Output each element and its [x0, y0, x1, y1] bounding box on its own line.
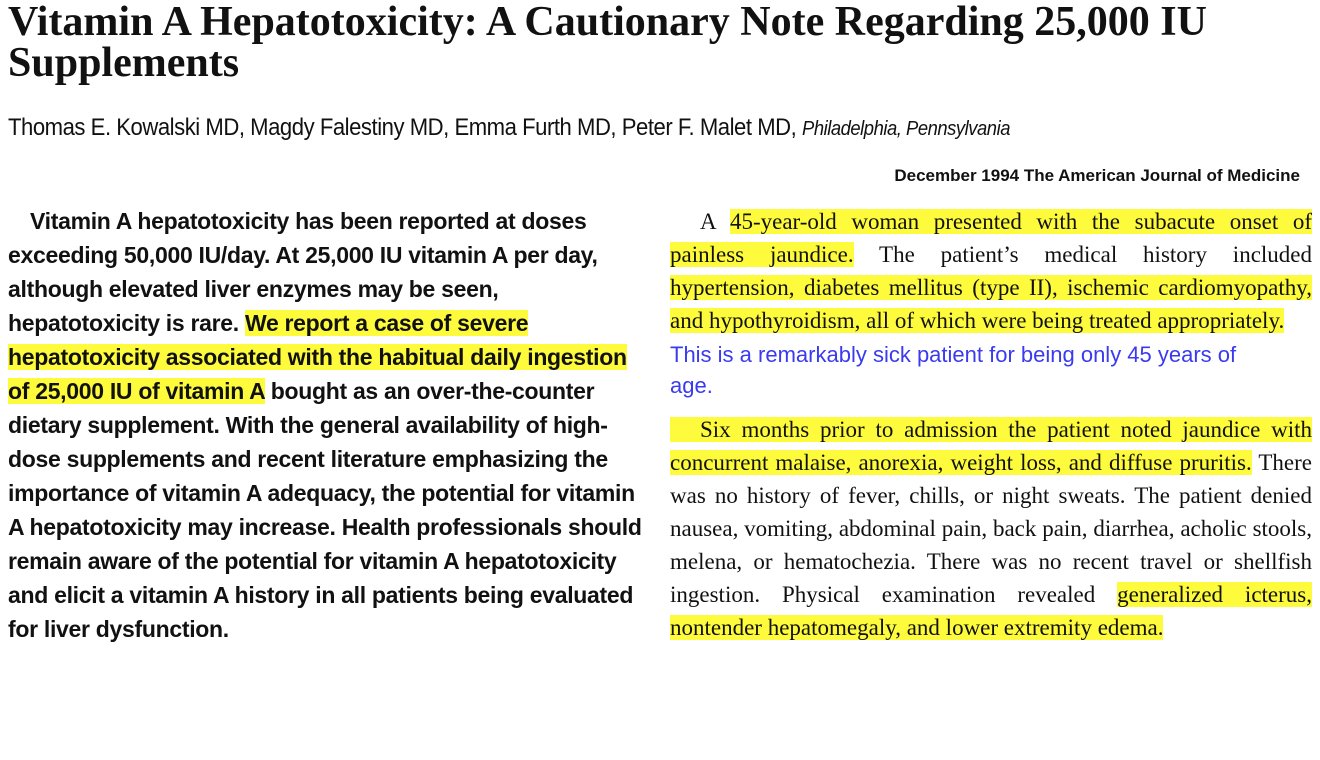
case-p2-highlight-2: generalized icterus, nontender hepatomegaly, and lower extremity edema.	[670, 582, 1312, 640]
case-p1-highlight-1: 45-year-old woman presented with the subacute onset of painless jaundice.	[670, 209, 1312, 267]
case-paragraph-2	[670, 413, 1312, 644]
margin-annotation: This is a remarkably sick patient for being only 45 years of age.	[670, 342, 1237, 398]
abstract-text-2: bought as an over-the-counter dietary supplement. With the general availability of high-dose supplements and recent literature emphasizing the importance of vitamin A adequacy, the potential for vitamin A hepatotoxicity may increase. Health professionals should remain aware of the potential for vitamin A hepatotoxicity and elicit a vitamin A history in all patients being evaluated for liver dysfunction.	[8, 378, 642, 642]
journal-citation: December 1994 The American Journal of Medicine	[894, 166, 1300, 185]
case-p1-text-b: The patient’s medical history included	[853, 242, 1312, 267]
case-p1-text-a: A	[700, 209, 730, 234]
case-p1-highlight-2: hypertension, diabetes mellitus (type II), ischemic cardiomyopathy, and hypothyroidism, all of which were being treated appropriately.	[670, 275, 1312, 333]
article-title: Vitamin A Hepatotoxicity: A Cautionary Note Regarding 25,000 IU Supplements	[8, 0, 1207, 86]
case-paragraph-1	[670, 205, 1312, 337]
authors: Thomas E. Kowalski MD, Magdy Falestiny MD, Emma Furth MD, Peter F. Malet MD,	[8, 114, 797, 141]
author-line	[8, 114, 1213, 142]
case-p2-highlight-1: Six months prior to admission the patient noted jaundice with concurrent malaise, anorexia, weight loss, and diffuse pruritis.	[670, 417, 1312, 475]
case-p2-indent-highlight	[670, 417, 700, 442]
abstract-text-1: Vitamin A hepatotoxicity has been reported at doses exceeding 50,000 IU/day. At 25,000 IU vitamin A per day, although elevated liver enzymes may be seen, hepatotoxicity is rare.	[8, 208, 598, 336]
case-report-column	[670, 205, 1312, 644]
abstract	[8, 204, 648, 646]
author-location: Philadelphia, Pennsylvania	[802, 118, 1010, 140]
case-p2-text: There was no history of fever, chills, or night sweats. The patient denied nausea, vomiting, abdominal pain, back pain, diarrhea, acholic stools, melena, or hematochezia. There was no recent travel or shellfish ingestion. Physical examination revealed	[670, 450, 1312, 607]
abstract-highlight: We report a case of severe hepatotoxicity associated with the habitual daily ingestion of 25,000 IU of vitamin A	[8, 310, 627, 404]
